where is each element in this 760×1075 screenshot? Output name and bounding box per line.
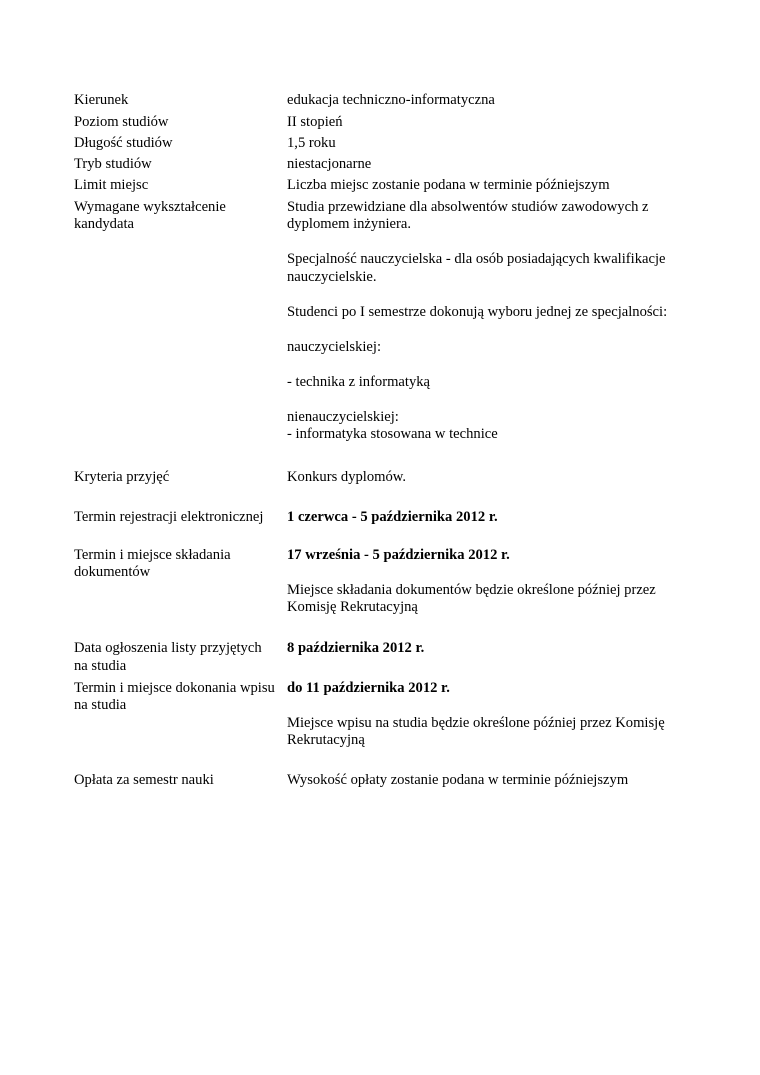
paragraph-nienauczycielskiej: nienauczycielskiej:	[287, 408, 399, 425]
value-kryteria-przyjec: Konkurs dyplomów.	[287, 468, 407, 485]
value-tryb-studiow: niestacjonarne	[287, 156, 372, 172]
label-dlugosc-studiow: Długość studiów	[74, 134, 173, 151]
value-dlugosc-studiow: 1,5 roku	[287, 134, 336, 151]
date-wpisu: do 11 października 2012 r.	[287, 679, 450, 696]
value-data-ogloszenia: 8 października 2012 r.	[287, 640, 425, 656]
value-termin-wpisu	[287, 680, 692, 750]
value-kierunek: edukacja techniczno-informatyczna	[287, 92, 495, 108]
label-data-ogloszenia: Data ogłoszenia listy przyjętych na studia	[74, 640, 262, 674]
value-limit-miejsc: Liczba miejsc zostanie podana w terminie późniejszym	[287, 177, 610, 193]
label-termin-skladania: Termin i miejsce składania dokumentów	[74, 546, 231, 580]
label-termin-rejestracji: Termin rejestracji elektronicznej	[74, 508, 264, 525]
note-wpisu: Miejsce wpisu na studia będzie określone później przez Komisję Rekrutacyjną	[287, 714, 665, 748]
value-termin-skladania	[287, 547, 692, 617]
value-poziom-studiow: II stopień	[287, 113, 343, 130]
label-limit-miejsc: Limit miejsc	[74, 177, 149, 193]
label-kierunek: Kierunek	[74, 92, 129, 108]
label-oplata-za-semestr: Opłata za semestr nauki	[74, 772, 214, 788]
paragraph-informatyka-stosowana: - informatyka stosowana w technice	[287, 426, 498, 442]
label-kryteria-przyjec: Kryteria przyjęć	[74, 468, 170, 485]
value-oplata-za-semestr: Wysokość opłaty zostanie podana w terminie późniejszym	[287, 772, 629, 788]
label-wymagane-wyksztalcenie: Wymagane wykształcenie kandydata	[74, 198, 226, 232]
label-poziom-studiow: Poziom studiów	[74, 113, 169, 130]
paragraph-technika-z-informatyka: - technika z informatyką	[287, 373, 431, 390]
value-termin-rejestracji: 1 czerwca - 5 października 2012 r.	[287, 508, 498, 525]
paragraph-wybor-specjalnosci: Studenci po I semestrze dokonują wyboru jednej ze specjalności:	[287, 303, 668, 320]
paragraph-nauczycielskiej: nauczycielskiej:	[287, 338, 382, 355]
date-skladania: 17 września - 5 października 2012 r.	[287, 546, 510, 563]
label-termin-wpisu: Termin i miejsce dokonania wpisu na studia	[74, 679, 275, 713]
paragraph-specjalnosc-nauczycielska: Specjalność nauczycielska - dla osób posiadających kwalifikacje nauczycielskie.	[287, 251, 666, 285]
label-tryb-studiow: Tryb studiów	[74, 156, 152, 172]
paragraph-absolwenci: Studia przewidziane dla absolwentów studiów zawodowych z dyplomem inżyniera.	[287, 198, 649, 232]
note-skladania: Miejsce składania dokumentów będzie określone później przez Komisję Rekrutacyjną	[287, 581, 656, 615]
value-wymagane-wyksztalcenie	[287, 199, 692, 444]
